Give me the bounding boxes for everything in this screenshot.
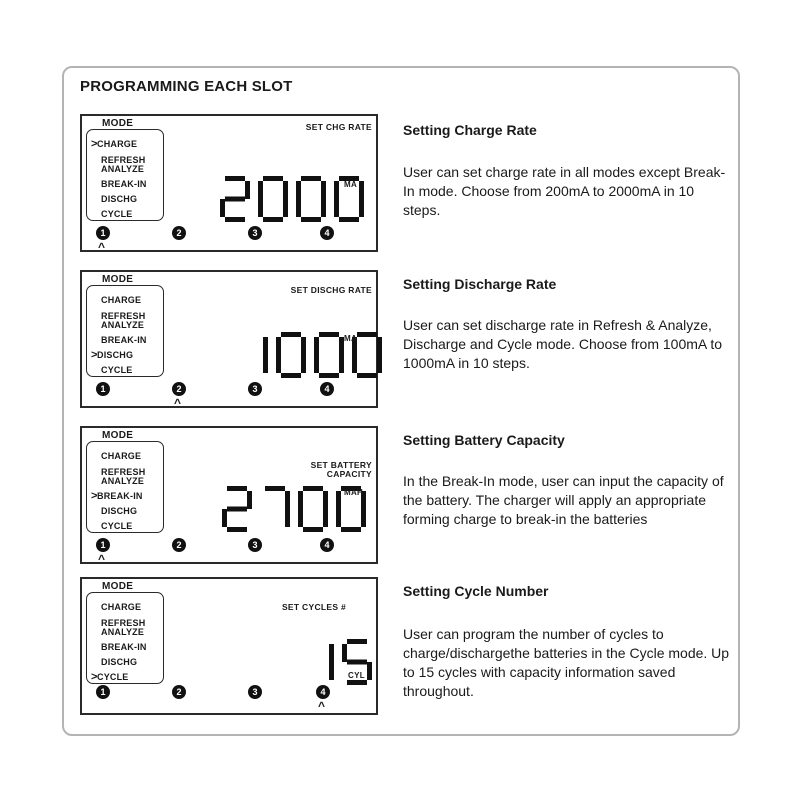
segment-b bbox=[285, 491, 290, 509]
segment-f bbox=[258, 181, 263, 199]
lcd-unit: MA bbox=[344, 334, 358, 343]
segment-a bbox=[265, 486, 285, 491]
mode-item-charge: CHARGE bbox=[101, 451, 142, 461]
segment-g bbox=[225, 197, 245, 202]
slot-4-icon: 4 bbox=[320, 538, 334, 552]
mode-list bbox=[86, 441, 164, 533]
segment-b bbox=[329, 644, 334, 662]
segment-d bbox=[319, 373, 339, 378]
segment-d bbox=[281, 373, 301, 378]
segment-b bbox=[247, 491, 252, 509]
segment-d bbox=[339, 217, 359, 222]
segment-d bbox=[301, 217, 321, 222]
lcd-digits-readout bbox=[304, 639, 372, 690]
mode-label: MODE bbox=[102, 581, 134, 592]
lcd-digit-1 bbox=[329, 644, 334, 680]
lcd-digit-0 bbox=[258, 176, 288, 222]
slot-3-icon: 3 bbox=[248, 685, 262, 699]
mode-item-refresh: REFRESH bbox=[101, 467, 146, 477]
lcd-unit: MA bbox=[344, 180, 358, 189]
segment-f bbox=[298, 491, 303, 509]
lcd-digit-2 bbox=[220, 176, 250, 222]
segment-a bbox=[225, 176, 245, 181]
active-slot-caret-icon: ^ bbox=[318, 699, 326, 713]
slot-3-icon: 3 bbox=[248, 382, 262, 396]
mode-label: MODE bbox=[102, 430, 134, 441]
section-title-cycle-number: Setting Cycle Number bbox=[403, 583, 549, 599]
segment-a bbox=[357, 332, 377, 337]
segment-b bbox=[283, 181, 288, 199]
slot-1-icon: 1 bbox=[96, 382, 110, 396]
page-heading: PROGRAMMING EACH SLOT bbox=[80, 78, 293, 95]
lcd-unit: CYL bbox=[348, 671, 365, 680]
slot-1-icon: 1 bbox=[96, 685, 110, 699]
mode-item-charge: CHARGE bbox=[101, 602, 142, 612]
lcd-digits-readout bbox=[238, 332, 382, 383]
segment-b bbox=[245, 181, 250, 199]
segment-c bbox=[323, 509, 328, 527]
segment-c bbox=[283, 199, 288, 217]
lcd-title bbox=[311, 461, 372, 479]
lcd-digit-0 bbox=[298, 486, 328, 532]
slot-4-icon: 4 bbox=[320, 226, 334, 240]
section-text-charge-rate: User can set charge rate in all modes except Break-In mode. Choose from 200mA to 2000mA in 10 steps. bbox=[403, 164, 726, 218]
segment-c bbox=[263, 355, 268, 373]
slot-3-icon: 3 bbox=[248, 226, 262, 240]
mode-list bbox=[86, 285, 164, 377]
slot-1-icon: 1 bbox=[96, 226, 110, 240]
segment-f bbox=[336, 491, 341, 509]
mode-item-cycle: CYCLE bbox=[101, 209, 133, 219]
segment-a bbox=[319, 332, 339, 337]
segment-c bbox=[361, 509, 366, 527]
segment-a bbox=[263, 176, 283, 181]
slot-2-icon: 2 bbox=[172, 685, 186, 699]
lcd-title-line-1: SET BATTERY bbox=[310, 460, 372, 470]
segment-f bbox=[342, 644, 347, 662]
segment-c bbox=[359, 199, 364, 217]
slot-3-icon: 3 bbox=[248, 538, 262, 552]
segment-c bbox=[285, 509, 290, 527]
slot-4-icon: 4 bbox=[316, 685, 330, 699]
segment-d bbox=[227, 527, 247, 532]
lcd-panel-cycle-number bbox=[80, 577, 378, 715]
mode-item-dischg: DISCHG bbox=[101, 657, 138, 667]
active-slot-caret-icon: ^ bbox=[174, 396, 182, 410]
segment-g bbox=[227, 507, 247, 512]
segment-c bbox=[321, 199, 326, 217]
segment-c bbox=[339, 355, 344, 373]
segment-c bbox=[377, 355, 382, 373]
segment-b bbox=[377, 337, 382, 355]
mode-item-analyze: ANALYZE bbox=[101, 627, 145, 637]
section-text-cycle-number: User can program the number of cycles to charge/dischargethe batteries in the Cycle mode. Up to 15 cycles with capacity information saved throughout. bbox=[403, 626, 730, 699]
mode-list bbox=[86, 129, 164, 221]
active-slot-caret-icon: ^ bbox=[98, 240, 106, 254]
segment-e bbox=[220, 199, 225, 217]
mode-item-break-in: BREAK-IN bbox=[101, 179, 147, 189]
segment-a bbox=[301, 176, 321, 181]
mode-item-refresh: REFRESH bbox=[101, 618, 146, 628]
mode-item-cycle: CYCLE bbox=[101, 521, 133, 531]
segment-a bbox=[303, 486, 323, 491]
lcd-digits-readout bbox=[220, 176, 364, 227]
segment-d bbox=[347, 680, 367, 685]
segment-a bbox=[281, 332, 301, 337]
segment-a bbox=[227, 486, 247, 491]
segment-d bbox=[341, 527, 361, 532]
selector-arrow-icon: > bbox=[91, 671, 98, 683]
lcd-title: SET CYCLES # bbox=[281, 602, 346, 612]
lcd-title: SET CHG RATE bbox=[305, 122, 372, 132]
lcd-unit: MAH bbox=[344, 488, 364, 497]
mode-list bbox=[86, 592, 164, 684]
lcd-panel-discharge-rate bbox=[80, 270, 378, 408]
lcd-title-line-2: CAPACITY bbox=[326, 469, 372, 479]
segment-d bbox=[263, 217, 283, 222]
lcd-digit-1 bbox=[263, 337, 268, 373]
segment-e bbox=[222, 509, 227, 527]
segment-c bbox=[329, 662, 334, 680]
mode-item-dischg: DISCHG bbox=[101, 506, 138, 516]
segment-e bbox=[258, 199, 263, 217]
mode-item-refresh: REFRESH bbox=[101, 155, 146, 165]
segment-e bbox=[296, 199, 301, 217]
segment-b bbox=[301, 337, 306, 355]
segment-e bbox=[336, 509, 341, 527]
section-title-battery-capacity: Setting Battery Capacity bbox=[403, 432, 565, 448]
active-slot-caret-icon: ^ bbox=[98, 552, 106, 566]
segment-b bbox=[359, 181, 364, 199]
mode-item-break-in: BREAK-IN bbox=[101, 335, 147, 345]
mode-item-break-in: BREAK-IN bbox=[97, 491, 143, 501]
lcd-digit-0 bbox=[296, 176, 326, 222]
mode-item-dischg: DISCHG bbox=[97, 350, 134, 360]
mode-item-cycle: CYCLE bbox=[97, 672, 129, 682]
segment-e bbox=[334, 199, 339, 217]
lcd-digit-2 bbox=[222, 486, 252, 532]
section-title-charge-rate: Setting Charge Rate bbox=[403, 122, 537, 138]
slot-1-icon: 1 bbox=[96, 538, 110, 552]
lcd-title: SET DISCHG RATE bbox=[290, 285, 372, 295]
mode-item-charge: CHARGE bbox=[101, 295, 142, 305]
section-text-discharge-rate: User can set discharge rate in Refresh & Analyze, Discharge and Cycle mode. Choose from 100mA to 1000mA in 10 steps. bbox=[403, 317, 723, 371]
segment-e bbox=[352, 355, 357, 373]
lcd-panel-charge-rate bbox=[80, 114, 378, 252]
mode-label: MODE bbox=[102, 274, 134, 285]
slot-2-icon: 2 bbox=[172, 226, 186, 240]
segment-f bbox=[314, 337, 319, 355]
segment-b bbox=[263, 337, 268, 355]
slot-2-icon: 2 bbox=[172, 382, 186, 396]
mode-item-refresh: REFRESH bbox=[101, 311, 146, 321]
segment-d bbox=[303, 527, 323, 532]
mode-item-dischg: DISCHG bbox=[101, 194, 138, 204]
segment-d bbox=[225, 217, 245, 222]
segment-e bbox=[314, 355, 319, 373]
segment-e bbox=[276, 355, 281, 373]
segment-b bbox=[323, 491, 328, 509]
segment-f bbox=[276, 337, 281, 355]
segment-f bbox=[334, 181, 339, 199]
mode-item-analyze: ANALYZE bbox=[101, 476, 145, 486]
mode-item-charge: CHARGE bbox=[97, 139, 138, 149]
mode-item-analyze: ANALYZE bbox=[101, 320, 145, 330]
lcd-panel-battery-capacity bbox=[80, 426, 378, 564]
segment-c bbox=[301, 355, 306, 373]
segment-b bbox=[321, 181, 326, 199]
selector-arrow-icon: > bbox=[91, 138, 98, 150]
segment-d bbox=[357, 373, 377, 378]
mode-label: MODE bbox=[102, 118, 134, 129]
mode-item-break-in: BREAK-IN bbox=[101, 642, 147, 652]
segment-g bbox=[347, 660, 367, 665]
segment-e bbox=[298, 509, 303, 527]
section-title-discharge-rate: Setting Discharge Rate bbox=[403, 276, 557, 292]
slot-4-icon: 4 bbox=[320, 382, 334, 396]
segment-f bbox=[296, 181, 301, 199]
lcd-digit-0 bbox=[276, 332, 306, 378]
lcd-digit-0 bbox=[314, 332, 344, 378]
selector-arrow-icon: > bbox=[91, 349, 98, 361]
lcd-digits-svg bbox=[238, 332, 382, 378]
segment-c bbox=[367, 662, 372, 680]
segment-a bbox=[347, 639, 367, 644]
section-text-battery-capacity: In the Break-In mode, user can input the capacity of the battery. The charger will apply an appropriate forming charge to break-in the batteries bbox=[403, 473, 724, 527]
mode-item-analyze: ANALYZE bbox=[101, 164, 145, 174]
mode-item-cycle: CYCLE bbox=[101, 365, 133, 375]
lcd-digit-7 bbox=[265, 486, 290, 527]
slot-2-icon: 2 bbox=[172, 538, 186, 552]
selector-arrow-icon: > bbox=[91, 490, 98, 502]
lcd-digits-svg bbox=[220, 176, 364, 222]
